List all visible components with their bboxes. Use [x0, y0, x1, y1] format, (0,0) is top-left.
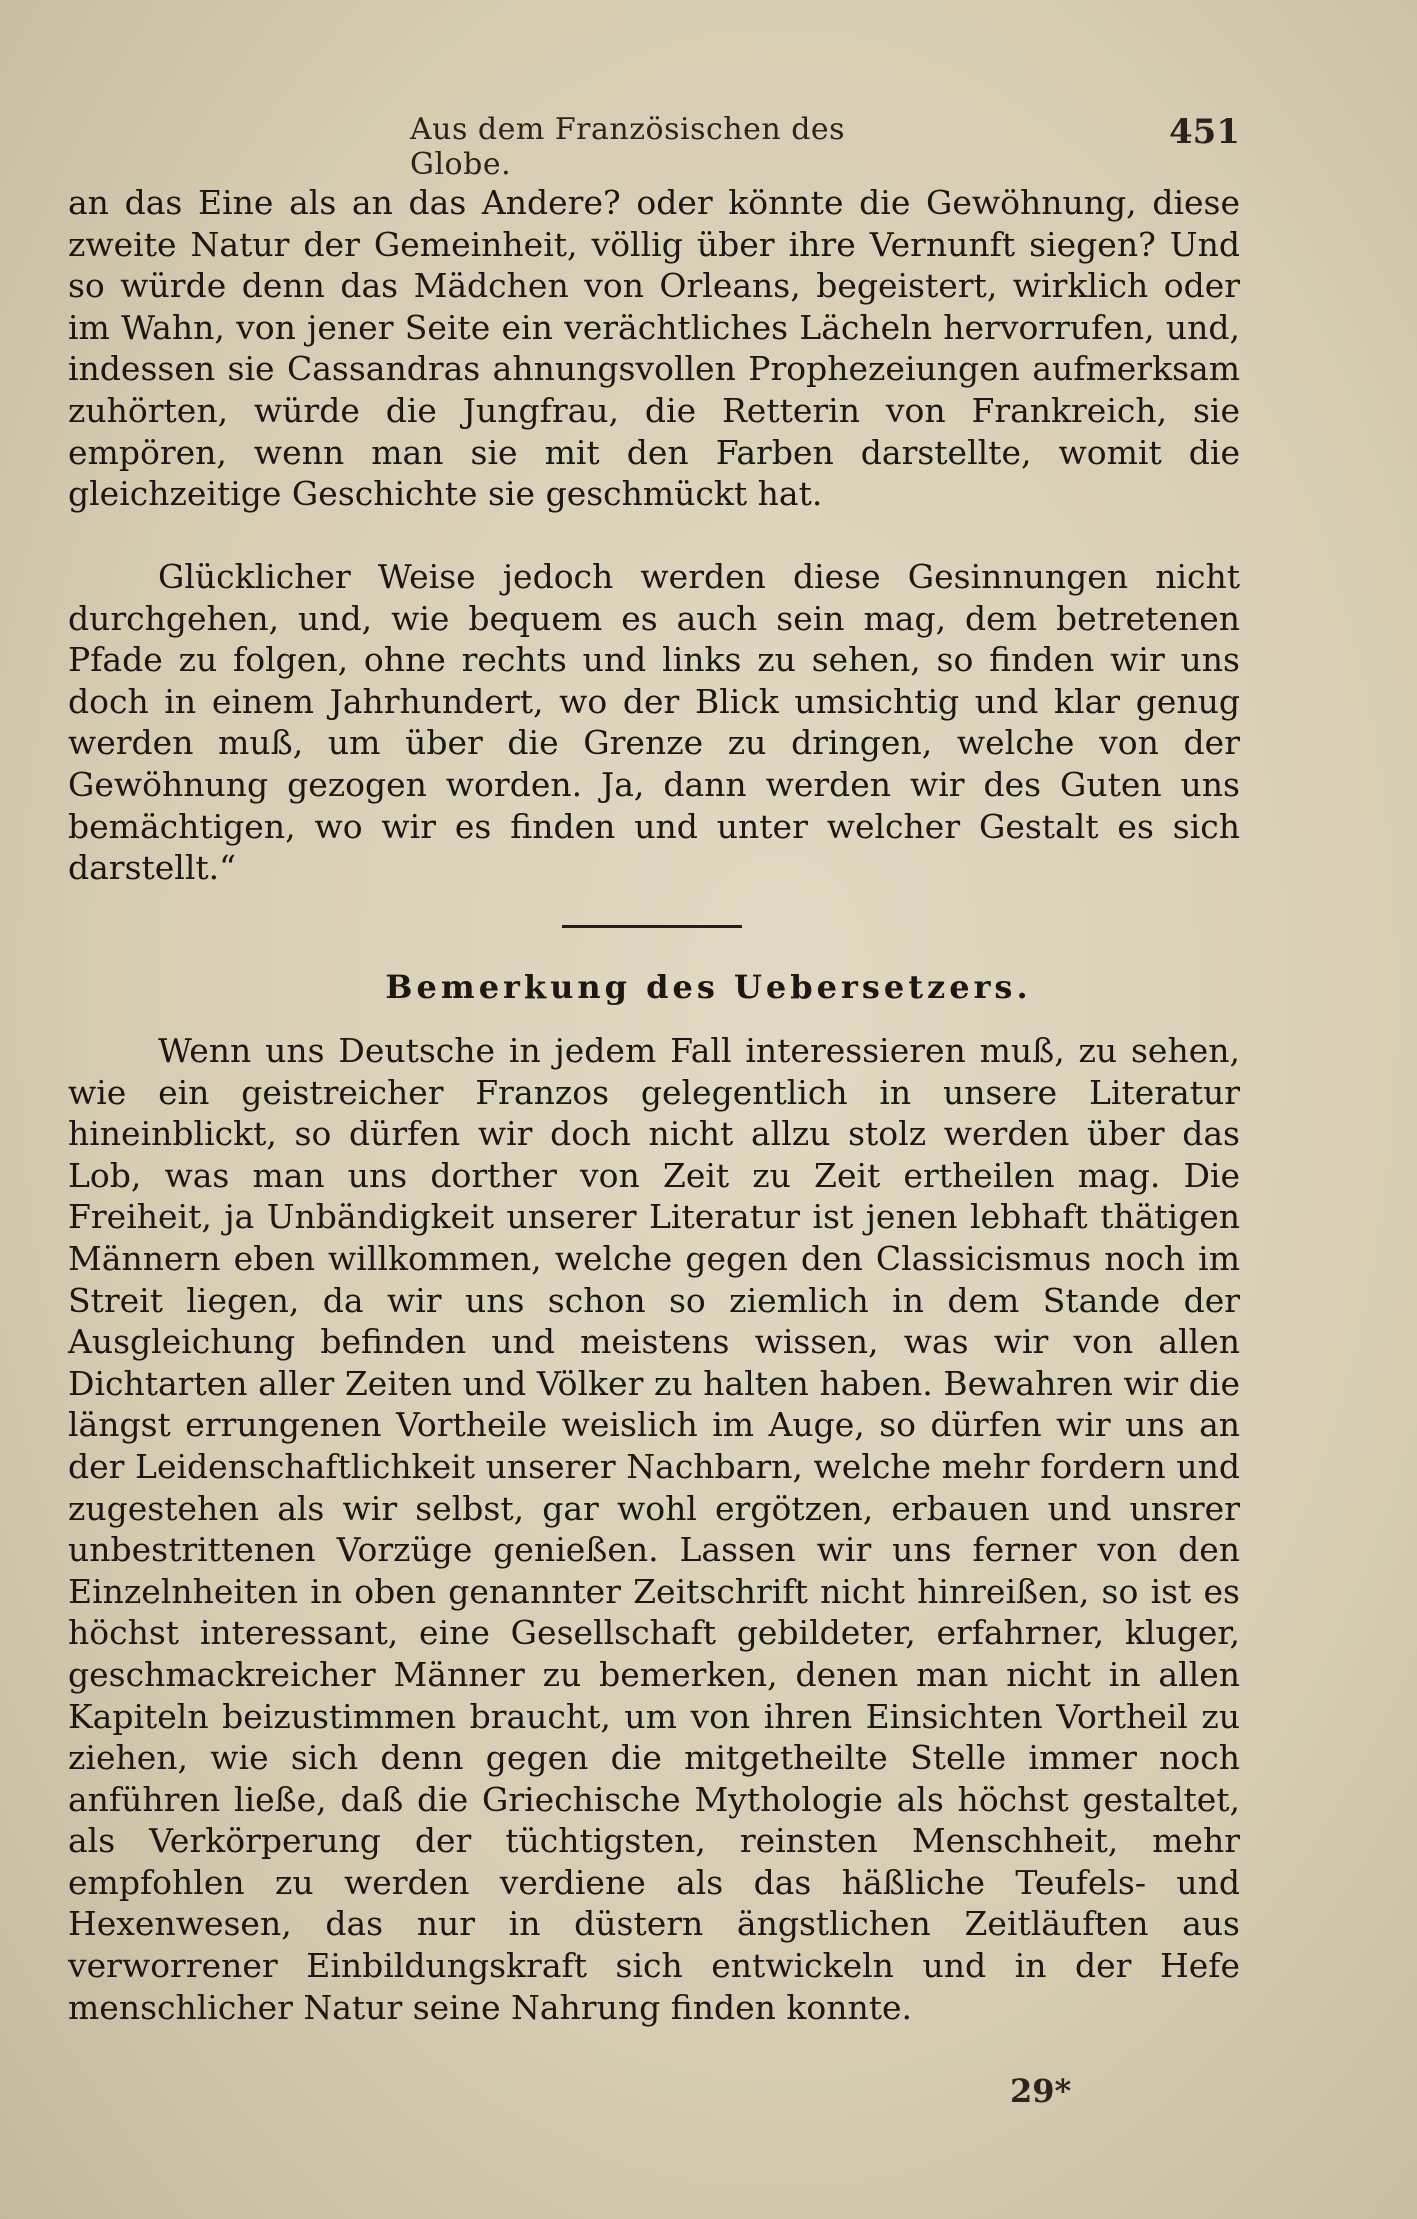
page-number: 451	[1169, 112, 1240, 152]
signature-mark: 29*	[1010, 2072, 1072, 2110]
paragraph-continuation: an das Eine als an das Andere? oder könnte die Gewöhnung, diese zweite Natur der Gemeinheit, völlig über ihre Vernunft siegen? Und so würde denn das Mädchen von Orleans, begeistert, wirklich oder im Wahn, von jener Seite ein verächtliches Lächeln hervorrufen, und, indessen sie Cassandras ahnungsvollen Prophezeiungen aufmerksam zuhörten, würde die Jungfrau, die Retterin von Frankreich, sie empören, wenn man sie mit den Farben darstellte, womit die gleichzeitige Geschichte sie geschmückt hat.	[68, 183, 1240, 514]
running-title: Aus dem Französischen des Globe.	[410, 112, 846, 182]
translator-note-paragraph: Wenn uns Deutsche in jedem Fall interessieren muß, zu sehen, wie ein geistreicher Franzos gelegentlich in unsere Literatur hineinblickt, so dürfen wir doch nicht allzu stolz werden über das Lob, was man uns dorther von Zeit zu Zeit ertheilen mag. Die Freiheit, ja Unbändigkeit unserer Literatur ist jenen lebhaft thätigen Männern eben willkommen, welche gegen den Classicismus noch im Streit liegen, da wir uns schon so ziemlich in dem Stande der Ausgleichung befinden und meistens wissen, was wir von allen Dichtarten aller Zeiten und Völker zu halten haben. Bewahren wir die längst errungenen Vortheile weislich im Auge, so dürfen wir uns an der Leidenschaftlichkeit unserer Nachbarn, welche mehr fordern und zugestehen als wir selbst, gar wohl ergötzen, erbauen und unsrer unbestrittenen Vorzüge genießen. Lassen wir uns ferner von den Einzelnheiten in oben genannter Zeitschrift nicht hinreißen, so ist es höchst interessant, eine Gesellschaft gebildeter, erfahrner, kluger, geschmackreicher Männer zu bemerken, denen man nicht in allen Kapiteln beizustimmen braucht, um von ihren Einsichten Vortheil zu ziehen, wie sich denn gegen die mitgetheilte Stelle immer noch anführen ließe, daß die Griechische Mythologie als höchst gestaltet, als Verkörperung der tüchtigsten, reinsten Menschheit, mehr empfohlen zu werden verdiene als das häßliche Teufels- und Hexenwesen, das nur in düstern ängstlichen Zeitläuften aus verworrener Einbildungskraft sich entwickeln und in der Hefe menschlicher Natur seine Nahrung finden konnte.	[68, 1031, 1240, 2027]
section-divider	[562, 925, 742, 928]
section-heading: Bemerkung des Uebersetzers.	[385, 968, 1032, 1006]
paragraph-quote-end: Glücklicher Weise jedoch werden diese Gesinnungen nicht durchgehen, und, wie bequem es auch sein mag, dem betretenen Pfade zu folgen, ohne rechts und links zu sehen, so finden wir uns doch in einem Jahrhundert, wo der Blick umsichtig und klar genug werden muß, um über die Grenze zu dringen, welche von der Gewöhnung gezogen worden. Ja, dann werden wir des Guten uns bemächtigen, wo wir es finden und unter welcher Gestalt es sich darstellt.“	[68, 557, 1240, 888]
